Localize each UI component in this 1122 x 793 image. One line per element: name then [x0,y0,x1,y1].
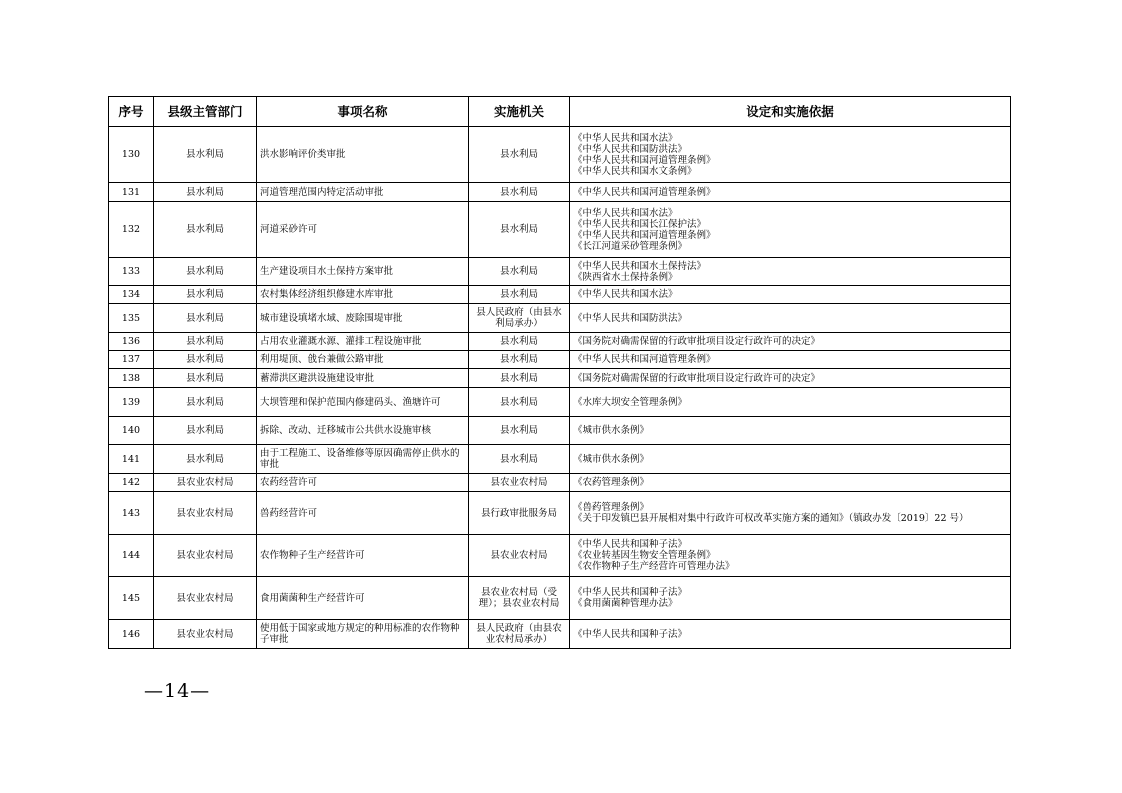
table-row [109,445,1011,474]
row-item: 由于工程施工、设备维修等原因确需停止供水的审批 [257,445,469,474]
row-seq: 142 [109,474,154,492]
row-item: 农作物种子生产经营许可 [257,535,469,577]
table-row [109,258,1011,286]
row-agency: 县水利局 [469,333,570,351]
row-agency: 县水利局 [469,445,570,474]
row-item: 城市建设填堵水域、废除围堤审批 [257,304,469,333]
row-dept: 县水利局 [154,351,257,369]
row-basis [570,369,1011,388]
table-row [109,351,1011,369]
basis-line: 《关于印发镇巴县开展相对集中行政许可权改革实施方案的通知》（镇政办发〔2019〕22 号） [573,513,969,524]
row-dept: 县水利局 [154,445,257,474]
row-agency: 县人民政府（由县农业农村局承办） [469,620,570,649]
row-item: 拆除、改动、迁移城市公共供水设施审核 [257,417,469,445]
row-item: 利用堤顶、戗台兼做公路审批 [257,351,469,369]
row-basis [570,417,1011,445]
row-dept: 县水利局 [154,369,257,388]
row-basis [570,183,1011,202]
row-item: 洪水影响评价类审批 [257,127,469,183]
row-dept: 县农业农村局 [154,620,257,649]
table-row [109,127,1011,183]
basis-line: 《国务院对确需保留的行政审批项目设定行政许可的决定》 [573,336,821,347]
row-seq: 137 [109,351,154,369]
row-agency: 县水利局 [469,351,570,369]
basis-line: 《中华人民共和国水法》 [573,132,678,144]
row-agency: 县人民政府（由县水利局承办） [469,304,570,333]
header-dept: 县级主管部门 [154,97,257,127]
row-agency: 县农业农村局（受理）；县农业农村局 [469,577,570,620]
row-agency: 县农业农村局 [469,535,570,577]
row-seq: 146 [109,620,154,649]
row-dept: 县农业农村局 [154,474,257,492]
basis-line: 《陕西省水土保持条例》 [573,271,678,283]
table-row [109,202,1011,258]
header-agency: 实施机关 [469,97,570,127]
header-seq: 序号 [109,97,154,127]
basis-line: 《中华人民共和国水法》 [573,289,678,300]
row-item: 兽药经营许可 [257,492,469,535]
row-agency: 县水利局 [469,417,570,445]
row-agency: 县水利局 [469,127,570,183]
row-item: 蓄滞洪区避洪设施建设审批 [257,369,469,388]
row-seq: 140 [109,417,154,445]
basis-line: 《中华人民共和国长江保护法》 [573,218,707,230]
basis-line: 《农药管理条例》 [573,477,650,488]
table-row [109,333,1011,351]
table-row [109,417,1011,445]
row-seq: 141 [109,445,154,474]
basis-line: 《中华人民共和国河道管理条例》 [573,354,716,365]
header-basis: 设定和实施依据 [570,97,1011,127]
row-seq: 136 [109,333,154,351]
row-agency: 县水利局 [469,286,570,304]
permit-table [108,96,1011,649]
row-seq: 139 [109,388,154,417]
basis-line: 《食用菌菌种管理办法》 [573,598,678,609]
table-row [109,304,1011,333]
row-dept: 县水利局 [154,333,257,351]
row-item: 食用菌菌种生产经营许可 [257,577,469,620]
row-basis [570,445,1011,474]
row-item: 农村集体经济组织修建水库审批 [257,286,469,304]
row-basis [570,286,1011,304]
basis-line: 《中华人民共和国河道管理条例》 [573,154,716,166]
header-item: 事项名称 [257,97,469,127]
table-body [109,127,1011,649]
row-item: 使用低于国家或地方规定的种用标准的农作物种子审批 [257,620,469,649]
row-dept: 县水利局 [154,286,257,304]
row-seq: 135 [109,304,154,333]
row-dept: 县农业农村局 [154,492,257,535]
row-seq: 143 [109,492,154,535]
row-basis [570,474,1011,492]
row-item: 河道采砂许可 [257,202,469,258]
row-agency: 县农业农村局 [469,474,570,492]
basis-line: 《中华人民共和国防洪法》 [573,143,688,155]
basis-line: 《中华人民共和国水土保持法》 [573,260,707,272]
basis-line: 《中华人民共和国河道管理条例》 [573,229,716,241]
basis-line: 《中华人民共和国种子法》 [573,539,688,550]
row-item: 大坝管理和保护范围内修建码头、渔塘许可 [257,388,469,417]
row-agency: 县水利局 [469,369,570,388]
row-agency: 县水利局 [469,258,570,286]
row-dept: 县水利局 [154,183,257,202]
row-seq: 134 [109,286,154,304]
row-agency: 县行政审批服务局 [469,492,570,535]
row-dept: 县农业农村局 [154,535,257,577]
basis-line: 《城市供水条例》 [573,453,650,465]
row-dept: 县农业农村局 [154,577,257,620]
row-basis [570,127,1011,183]
basis-line: 《中华人民共和国河道管理条例》 [573,186,716,198]
row-item: 占用农业灌溉水源、灌排工程设施审批 [257,333,469,351]
table-row [109,369,1011,388]
row-seq: 131 [109,183,154,202]
row-item: 河道管理范围内特定活动审批 [257,183,469,202]
row-seq: 144 [109,535,154,577]
row-basis [570,304,1011,333]
row-item: 生产建设项目水土保持方案审批 [257,258,469,286]
row-agency: 县水利局 [469,183,570,202]
basis-line: 《中华人民共和国水文条例》 [573,165,697,177]
basis-line: 《中华人民共和国种子法》 [573,628,688,640]
table-row [109,183,1011,202]
basis-line: 《中华人民共和国种子法》 [573,587,688,598]
row-seq: 133 [109,258,154,286]
table-row [109,535,1011,577]
table-row [109,388,1011,417]
page-number: —14— [144,680,211,702]
row-basis [570,333,1011,351]
basis-line: 《国务院对确需保留的行政审批项目设定行政许可的决定》 [573,372,821,384]
table-header-row [109,97,1011,127]
row-basis [570,535,1011,577]
row-basis [570,202,1011,258]
row-agency: 县水利局 [469,388,570,417]
table-row [109,474,1011,492]
row-basis [570,492,1011,535]
basis-line: 《水库大坝安全管理条例》 [573,396,688,408]
row-basis [570,388,1011,417]
row-basis [570,620,1011,649]
row-seq: 145 [109,577,154,620]
row-dept: 县水利局 [154,304,257,333]
row-dept: 县水利局 [154,127,257,183]
row-dept: 县水利局 [154,417,257,445]
row-agency: 县水利局 [469,202,570,258]
row-seq: 138 [109,369,154,388]
table-row [109,577,1011,620]
table-row [109,620,1011,649]
row-seq: 130 [109,127,154,183]
row-item: 农药经营许可 [257,474,469,492]
basis-line: 《农业转基因生物安全管理条例》 [573,550,716,561]
basis-line: 《中华人民共和国水法》 [573,207,678,219]
row-dept: 县水利局 [154,388,257,417]
table-row [109,492,1011,535]
basis-line: 《兽药管理条例》 [573,502,650,513]
basis-line: 《中华人民共和国防洪法》 [573,312,688,324]
row-basis [570,351,1011,369]
row-dept: 县水利局 [154,202,257,258]
row-basis [570,258,1011,286]
basis-line: 《农作物种子生产经营许可管理办法》 [573,561,735,572]
basis-line: 《长江河道采砂管理条例》 [573,240,688,252]
table-row [109,286,1011,304]
row-seq: 132 [109,202,154,258]
row-basis [570,577,1011,620]
row-dept: 县水利局 [154,258,257,286]
basis-line: 《城市供水条例》 [573,425,650,436]
